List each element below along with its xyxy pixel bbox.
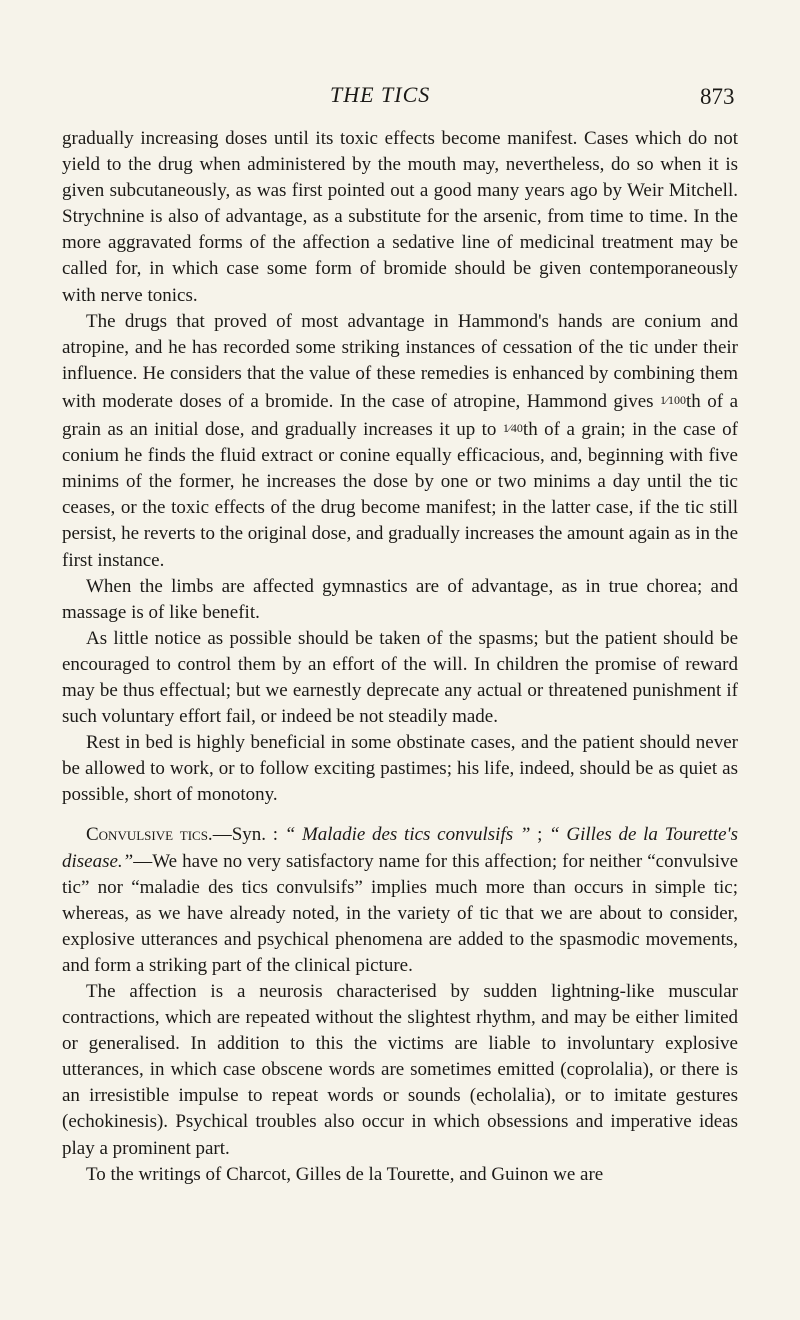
body-text <box>62 126 738 1188</box>
paragraph: When the limbs are affected gymnastics are of advantage, as in true chorea; and massage is of like benefit. <box>62 575 738 623</box>
section-heading: Convulsive tics. <box>86 824 213 846</box>
paragraph: To the writings of Charcot, Gilles de la Tourette, and Guinon we are <box>86 1163 604 1185</box>
synonym-term: “ Maladie des tics convulsifs ” <box>284 824 531 846</box>
page-number: 873 <box>700 84 735 109</box>
page-header <box>0 70 800 110</box>
paragraph-hammond <box>62 309 738 574</box>
text-run: The drugs that proved of most advantage in Hammond's hands are conium and atropine, and he has recorded some striking instances of cessation of the tic under their influence. He considers that the value of these remedies is enhanced by combining them with moderate doses of a bromide. In the case of atropine, Hammond gives <box>62 310 738 412</box>
paragraph: The affection is a neurosis characterised by sudden lightning-like muscular contractions, which are repeated without the slightest rhythm, and may be either limited or generalised. In addition to this the victims are liable to involuntary explosive utterances, in which case obscene words are sometimes emitted (coprolalia), or there is an irresistible impulse to repeat words or sounds (echolalia), or to imitate gestures (echokinesis). Psychical troubles also occur in which obsessions and imperative ideas play a prominent part. <box>62 981 738 1159</box>
fraction: 1⁄40 <box>502 421 523 436</box>
running-title: THE TICS <box>330 82 431 107</box>
text-run: ; <box>530 824 550 846</box>
paragraph: As little notice as possible should be taken of the spasms; but the patient should be encouraged to control them by an effort of the will. In children the promise of reward may be thus effectual; but we earnestly deprecate any actual or threatened punishment if such voluntary effort fail, or indeed be not steadily made. <box>62 627 738 728</box>
text-run: th of a grain; in the case of conium he finds the fluid extract or conine equally efficacious, and, beginning with five minims of the former, he increases the dose by one or two minims a day until the tic ceases, or the toxic effects of the drug become manifest; in the latter case, if the tic still persist, he reverts to the original dose, and gradually increases the amount again as in the first instance. <box>62 419 738 571</box>
paragraph: gradually increasing doses until its toxic effects become manifest. Cases which do not yield to the drug when administered by the mouth may, nevertheless, do so when it is given subcutaneously, as was first pointed out a good many years ago by Weir Mitchell. Strychnine is also of advantage, as a substitute for the arsenic, from time to time. In the more aggravated forms of the affection a sedative line of medicinal treatment may be called for, in which case some form of bromide should be given contemporaneously with nerve tonics. <box>62 128 738 306</box>
paragraph: Rest in bed is highly beneficial in some obstinate cases, and the patient should never be allowed to work, or to follow exciting pastimes; his life, indeed, should be as quiet as possible, short of monotony. <box>62 732 738 806</box>
synonym-term: “ Gilles de la Tourette's disease.” <box>62 824 738 872</box>
fraction: 1⁄100 <box>660 392 687 407</box>
text-run: —Syn. : <box>212 824 285 846</box>
text-run: th of a grain as an initial dose, and gradually increases it up to <box>62 390 739 441</box>
text-run: —We have no very satisfactory name for this affection; for neither “convulsive tic” nor “maladie des tics convulsifs” implies much more than occurs in simple tic; whereas, as we have already noted, in the variety of tic that we are about to consider, explosive utterances and psychical phenomena are added to the spasmodic movements, and form a striking part of the clinical picture. <box>62 850 738 976</box>
paragraph-convulsive-tics <box>62 822 738 979</box>
